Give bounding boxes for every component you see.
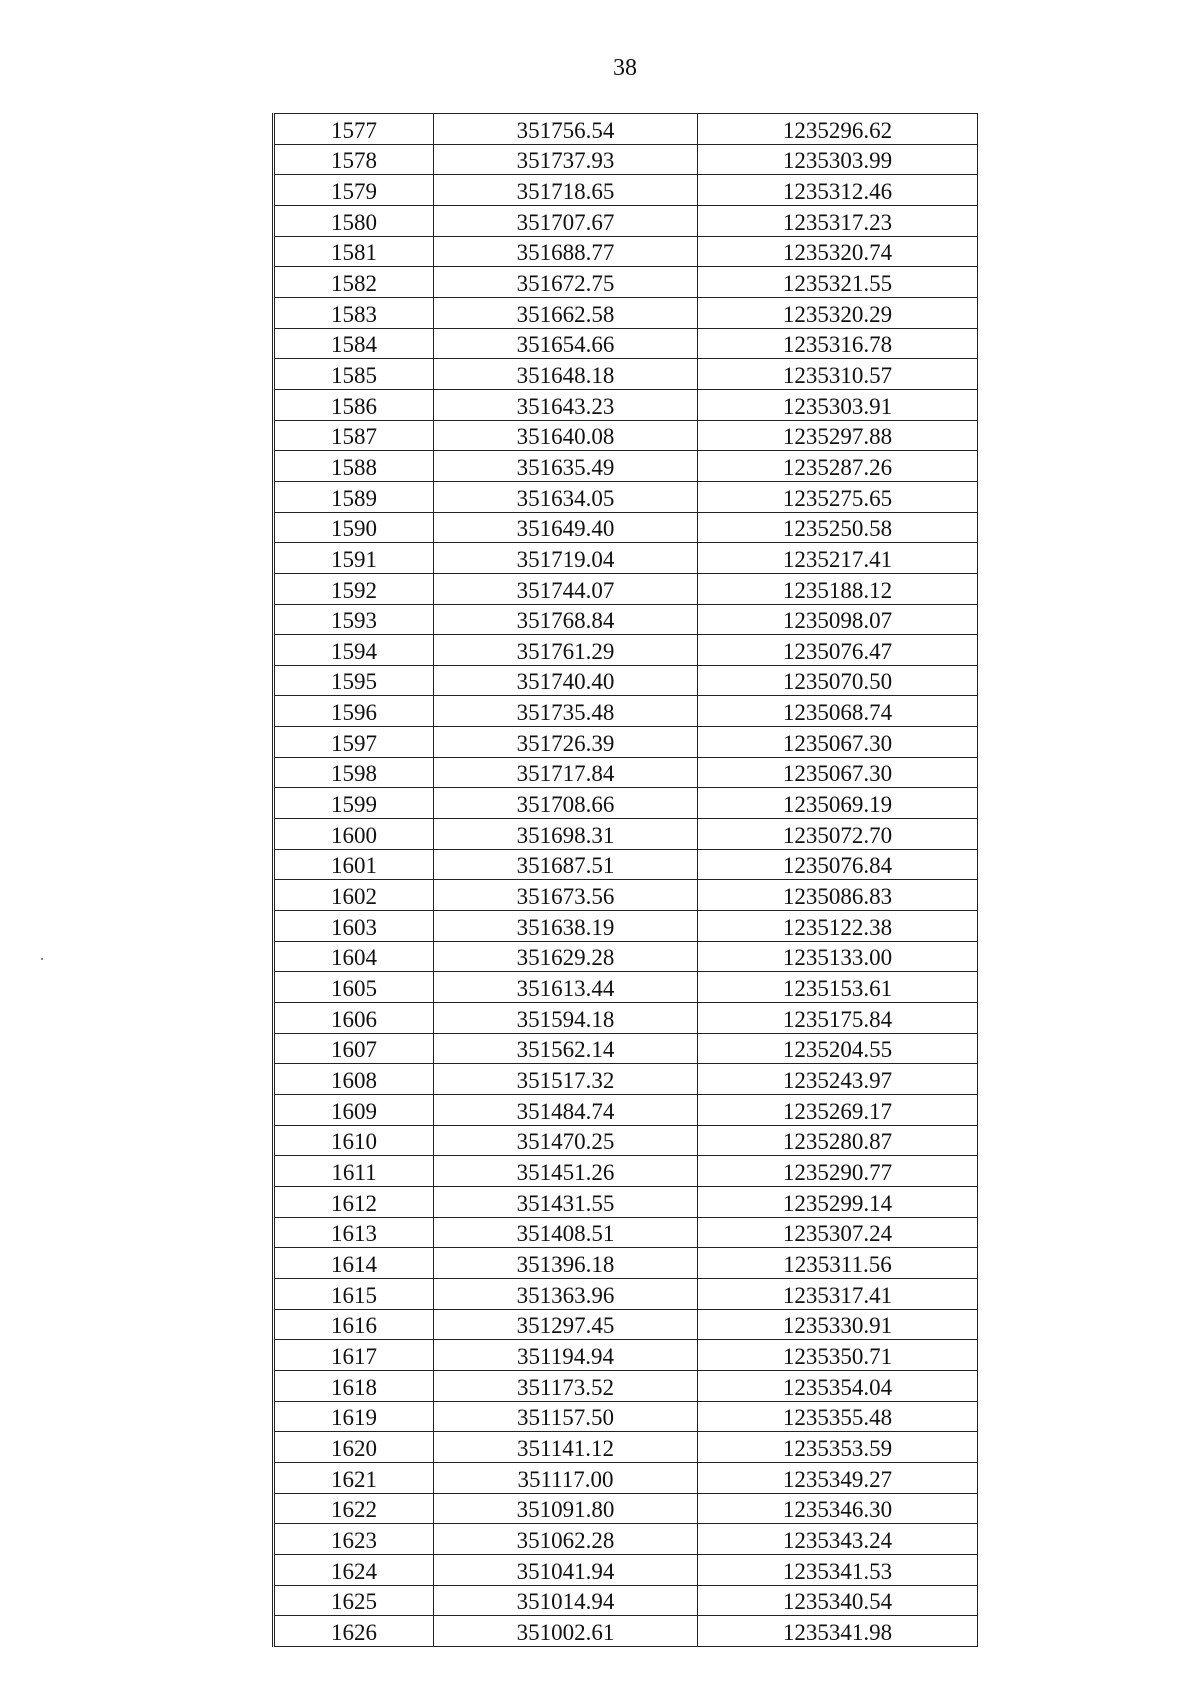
point-number-cell: 1577: [274, 114, 434, 145]
x-coordinate-cell: 351756.54: [434, 114, 698, 145]
x-coordinate-cell: 351707.67: [434, 205, 698, 236]
table-row: [274, 1432, 978, 1463]
x-coordinate-cell: 351698.31: [434, 819, 698, 850]
table-row: [274, 389, 978, 420]
table-row: [274, 1309, 978, 1340]
table-row: [274, 1033, 978, 1064]
x-coordinate-cell: 351396.18: [434, 1248, 698, 1279]
x-coordinate-cell: 351672.75: [434, 267, 698, 298]
y-coordinate-cell: 1235068.74: [698, 696, 978, 727]
x-coordinate-cell: 351643.23: [434, 389, 698, 420]
y-coordinate-cell: 1235122.38: [698, 911, 978, 942]
table-row: [274, 604, 978, 635]
x-coordinate-cell: 351662.58: [434, 297, 698, 328]
point-number-cell: 1626: [274, 1616, 434, 1647]
y-coordinate-cell: 1235320.74: [698, 236, 978, 267]
y-coordinate-cell: 1235341.98: [698, 1616, 978, 1647]
y-coordinate-cell: 1235341.53: [698, 1554, 978, 1585]
x-coordinate-cell: 351649.40: [434, 512, 698, 543]
point-number-cell: 1592: [274, 573, 434, 604]
point-number-cell: 1618: [274, 1370, 434, 1401]
x-coordinate-cell: 351629.28: [434, 941, 698, 972]
x-coordinate-cell: 351014.94: [434, 1585, 698, 1616]
y-coordinate-cell: 1235072.70: [698, 819, 978, 850]
point-number-cell: 1593: [274, 604, 434, 635]
y-coordinate-cell: 1235069.19: [698, 788, 978, 819]
x-coordinate-cell: 351761.29: [434, 635, 698, 666]
x-coordinate-cell: 351717.84: [434, 757, 698, 788]
x-coordinate-cell: 351673.56: [434, 880, 698, 911]
x-coordinate-cell: 351041.94: [434, 1554, 698, 1585]
x-coordinate-cell: 351737.93: [434, 144, 698, 175]
x-coordinate-cell: 351470.25: [434, 1125, 698, 1156]
point-number-cell: 1601: [274, 849, 434, 880]
point-number-cell: 1588: [274, 451, 434, 482]
point-number-cell: 1604: [274, 941, 434, 972]
y-coordinate-cell: 1235098.07: [698, 604, 978, 635]
x-coordinate-cell: 351635.49: [434, 451, 698, 482]
table-row: [274, 573, 978, 604]
y-coordinate-cell: 1235287.26: [698, 451, 978, 482]
y-coordinate-cell: 1235343.24: [698, 1524, 978, 1555]
y-coordinate-cell: 1235297.88: [698, 420, 978, 451]
y-coordinate-cell: 1235354.04: [698, 1370, 978, 1401]
margin-dot: [41, 958, 43, 960]
point-number-cell: 1587: [274, 420, 434, 451]
table-row: [274, 144, 978, 175]
y-coordinate-cell: 1235250.58: [698, 512, 978, 543]
y-coordinate-cell: 1235320.29: [698, 297, 978, 328]
y-coordinate-cell: 1235076.84: [698, 849, 978, 880]
table-row: [274, 911, 978, 942]
x-coordinate-cell: 351562.14: [434, 1033, 698, 1064]
table-row: [274, 451, 978, 482]
table-row: [274, 267, 978, 298]
table-row: [274, 236, 978, 267]
table-row: [274, 1370, 978, 1401]
coordinates-table: [272, 113, 978, 1647]
y-coordinate-cell: 1235269.17: [698, 1095, 978, 1126]
point-number-cell: 1606: [274, 1003, 434, 1034]
y-coordinate-cell: 1235346.30: [698, 1493, 978, 1524]
point-number-cell: 1609: [274, 1095, 434, 1126]
table-row: [274, 696, 978, 727]
table-row: [274, 1616, 978, 1647]
x-coordinate-cell: 351634.05: [434, 481, 698, 512]
point-number-cell: 1608: [274, 1064, 434, 1095]
point-number-cell: 1591: [274, 543, 434, 574]
x-coordinate-cell: 351708.66: [434, 788, 698, 819]
table-row: [274, 1493, 978, 1524]
table-row: [274, 757, 978, 788]
table-row: [274, 727, 978, 758]
x-coordinate-cell: 351768.84: [434, 604, 698, 635]
y-coordinate-cell: 1235330.91: [698, 1309, 978, 1340]
table-row: [274, 175, 978, 206]
point-number-cell: 1579: [274, 175, 434, 206]
y-coordinate-cell: 1235188.12: [698, 573, 978, 604]
point-number-cell: 1621: [274, 1462, 434, 1493]
y-coordinate-cell: 1235070.50: [698, 665, 978, 696]
y-coordinate-cell: 1235296.62: [698, 114, 978, 145]
y-coordinate-cell: 1235243.97: [698, 1064, 978, 1095]
y-coordinate-cell: 1235317.23: [698, 205, 978, 236]
point-number-cell: 1617: [274, 1340, 434, 1371]
point-number-cell: 1595: [274, 665, 434, 696]
point-number-cell: 1610: [274, 1125, 434, 1156]
table-row: [274, 1585, 978, 1616]
point-number-cell: 1584: [274, 328, 434, 359]
point-number-cell: 1615: [274, 1278, 434, 1309]
table-row: [274, 114, 978, 145]
table-row: [274, 972, 978, 1003]
y-coordinate-cell: 1235316.78: [698, 328, 978, 359]
table-row: [274, 1340, 978, 1371]
point-number-cell: 1613: [274, 1217, 434, 1248]
x-coordinate-cell: 351719.04: [434, 543, 698, 574]
x-coordinate-cell: 351484.74: [434, 1095, 698, 1126]
point-number-cell: 1580: [274, 205, 434, 236]
y-coordinate-cell: 1235312.46: [698, 175, 978, 206]
table-row: [274, 543, 978, 574]
point-number-cell: 1612: [274, 1186, 434, 1217]
y-coordinate-cell: 1235280.87: [698, 1125, 978, 1156]
y-coordinate-cell: 1235310.57: [698, 359, 978, 390]
y-coordinate-cell: 1235290.77: [698, 1156, 978, 1187]
table-row: [274, 941, 978, 972]
point-number-cell: 1589: [274, 481, 434, 512]
y-coordinate-cell: 1235307.24: [698, 1217, 978, 1248]
point-number-cell: 1582: [274, 267, 434, 298]
point-number-cell: 1594: [274, 635, 434, 666]
x-coordinate-cell: 351687.51: [434, 849, 698, 880]
point-number-cell: 1581: [274, 236, 434, 267]
table-row: [274, 328, 978, 359]
table-row: [274, 1095, 978, 1126]
x-coordinate-cell: 351740.40: [434, 665, 698, 696]
point-number-cell: 1605: [274, 972, 434, 1003]
x-coordinate-cell: 351062.28: [434, 1524, 698, 1555]
table-row: [274, 1217, 978, 1248]
x-coordinate-cell: 351091.80: [434, 1493, 698, 1524]
x-coordinate-cell: 351408.51: [434, 1217, 698, 1248]
table-row: [274, 880, 978, 911]
point-number-cell: 1620: [274, 1432, 434, 1463]
x-coordinate-cell: 351431.55: [434, 1186, 698, 1217]
y-coordinate-cell: 1235353.59: [698, 1432, 978, 1463]
y-coordinate-cell: 1235175.84: [698, 1003, 978, 1034]
table-row: [274, 297, 978, 328]
point-number-cell: 1616: [274, 1309, 434, 1340]
table-row: [274, 665, 978, 696]
point-number-cell: 1585: [274, 359, 434, 390]
x-coordinate-cell: 351173.52: [434, 1370, 698, 1401]
x-coordinate-cell: 351297.45: [434, 1309, 698, 1340]
table-row: [274, 1248, 978, 1279]
table-row: [274, 819, 978, 850]
point-number-cell: 1623: [274, 1524, 434, 1555]
x-coordinate-cell: 351194.94: [434, 1340, 698, 1371]
x-coordinate-cell: 351744.07: [434, 573, 698, 604]
point-number-cell: 1600: [274, 819, 434, 850]
x-coordinate-cell: 351594.18: [434, 1003, 698, 1034]
x-coordinate-cell: 351735.48: [434, 696, 698, 727]
table-row: [274, 1524, 978, 1555]
point-number-cell: 1598: [274, 757, 434, 788]
y-coordinate-cell: 1235303.99: [698, 144, 978, 175]
y-coordinate-cell: 1235321.55: [698, 267, 978, 298]
x-coordinate-cell: 351141.12: [434, 1432, 698, 1463]
y-coordinate-cell: 1235086.83: [698, 880, 978, 911]
point-number-cell: 1586: [274, 389, 434, 420]
y-coordinate-cell: 1235349.27: [698, 1462, 978, 1493]
x-coordinate-cell: 351640.08: [434, 420, 698, 451]
x-coordinate-cell: 351613.44: [434, 972, 698, 1003]
y-coordinate-cell: 1235067.30: [698, 727, 978, 758]
table-row: [274, 1401, 978, 1432]
table-row: [274, 512, 978, 543]
x-coordinate-cell: 351726.39: [434, 727, 698, 758]
table-row: [274, 359, 978, 390]
y-coordinate-cell: 1235067.30: [698, 757, 978, 788]
table-row: [274, 1554, 978, 1585]
x-coordinate-cell: 351638.19: [434, 911, 698, 942]
point-number-cell: 1583: [274, 297, 434, 328]
x-coordinate-cell: 351654.66: [434, 328, 698, 359]
point-number-cell: 1611: [274, 1156, 434, 1187]
table-row: [274, 1003, 978, 1034]
point-number-cell: 1597: [274, 727, 434, 758]
table-row: [274, 1278, 978, 1309]
y-coordinate-cell: 1235299.14: [698, 1186, 978, 1217]
point-number-cell: 1603: [274, 911, 434, 942]
point-number-cell: 1602: [274, 880, 434, 911]
y-coordinate-cell: 1235317.41: [698, 1278, 978, 1309]
y-coordinate-cell: 1235204.55: [698, 1033, 978, 1064]
table-row: [274, 205, 978, 236]
point-number-cell: 1599: [274, 788, 434, 819]
x-coordinate-cell: 351002.61: [434, 1616, 698, 1647]
table-row: [274, 420, 978, 451]
table-row: [274, 788, 978, 819]
x-coordinate-cell: 351117.00: [434, 1462, 698, 1493]
x-coordinate-cell: 351157.50: [434, 1401, 698, 1432]
x-coordinate-cell: 351718.65: [434, 175, 698, 206]
table-row: [274, 481, 978, 512]
y-coordinate-cell: 1235133.00: [698, 941, 978, 972]
x-coordinate-cell: 351517.32: [434, 1064, 698, 1095]
y-coordinate-cell: 1235355.48: [698, 1401, 978, 1432]
table-row: [274, 1125, 978, 1156]
y-coordinate-cell: 1235311.56: [698, 1248, 978, 1279]
y-coordinate-cell: 1235217.41: [698, 543, 978, 574]
coordinates-table-body: [274, 114, 978, 1647]
table-row: [274, 1462, 978, 1493]
y-coordinate-cell: 1235275.65: [698, 481, 978, 512]
point-number-cell: 1578: [274, 144, 434, 175]
point-number-cell: 1596: [274, 696, 434, 727]
x-coordinate-cell: 351451.26: [434, 1156, 698, 1187]
x-coordinate-cell: 351363.96: [434, 1278, 698, 1309]
table-row: [274, 1186, 978, 1217]
y-coordinate-cell: 1235076.47: [698, 635, 978, 666]
point-number-cell: 1614: [274, 1248, 434, 1279]
x-coordinate-cell: 351688.77: [434, 236, 698, 267]
y-coordinate-cell: 1235303.91: [698, 389, 978, 420]
table-row: [274, 849, 978, 880]
y-coordinate-cell: 1235340.54: [698, 1585, 978, 1616]
point-number-cell: 1624: [274, 1554, 434, 1585]
table-row: [274, 1064, 978, 1095]
point-number-cell: 1619: [274, 1401, 434, 1432]
y-coordinate-cell: 1235153.61: [698, 972, 978, 1003]
point-number-cell: 1622: [274, 1493, 434, 1524]
table-row: [274, 635, 978, 666]
y-coordinate-cell: 1235350.71: [698, 1340, 978, 1371]
point-number-cell: 1607: [274, 1033, 434, 1064]
point-number-cell: 1590: [274, 512, 434, 543]
page-number: 38: [613, 55, 637, 81]
table-row: [274, 1156, 978, 1187]
point-number-cell: 1625: [274, 1585, 434, 1616]
x-coordinate-cell: 351648.18: [434, 359, 698, 390]
